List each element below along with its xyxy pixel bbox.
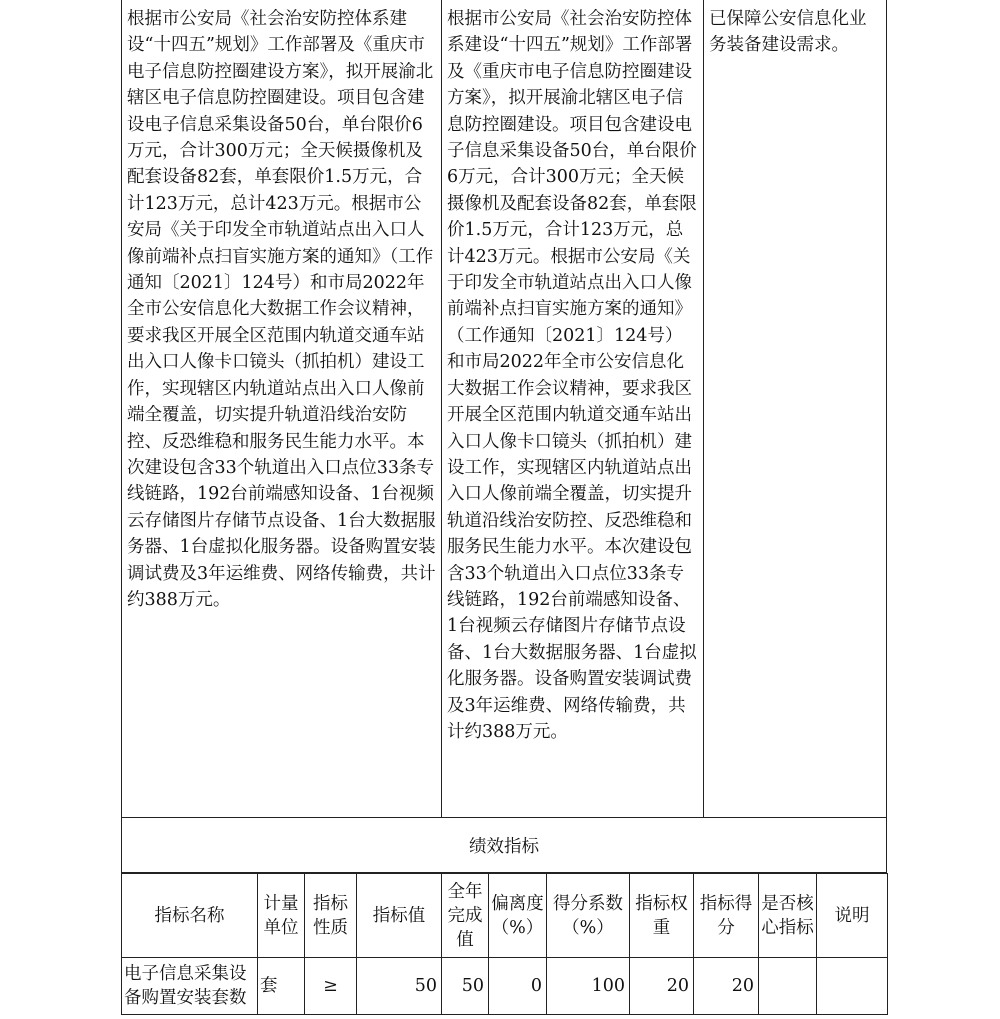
header-nature: 指标性质 (305, 874, 357, 958)
cell-score: 20 (694, 958, 759, 1015)
description-cell-plan: 根据市公安局《社会治安防控体系建设“十四五”规划》工作部署及《重庆市电子信息防控圈建设方案》，拟开展渝北辖区电子信息防控圈建设。项目包含建设电子信息采集设备50台，单台限价6万元，合计300万元；全天候摄像机及配套设备82套，单套限价1.5万元，合计123万元，总计423万元。根据市公安局《关于印发全市轨道站点出入口人像前端补点扫盲实施方案的通知》（工作通知〔2021〕124号）和市局2022年全市公安信息化大数据工作会议精神，要求我区开展全区范围内轨道交通车站出入口人像卡口镜头（抓拍机）建设工作，实现辖区内轨道站点出入口人像前端全覆盖，切实提升轨道沿线治安防控、反恐维稳和服务民生能力水平。本次建设包含33个轨道出入口点位33条专线链路，192台前端感知设备、1台视频云存储图片存储节点设备、1台大数据服务器、1台虚拟化服务器。设备购置安装调试费及3年运维费、网络传输费，共计约388万元。 (122, 0, 442, 817)
section-title: 绩效指标 (121, 818, 887, 873)
cell-weight: 20 (630, 958, 694, 1015)
cell-coefficient: 100 (547, 958, 630, 1015)
cell-nature: ≥ (305, 958, 357, 1015)
description-cell-result: 已保障公安信息化业务装备建设需求。 (709, 9, 867, 56)
header-name: 指标名称 (122, 874, 258, 958)
cell-target: 50 (357, 958, 442, 1015)
cell-name: 电子信息采集设备购置安装套数 (122, 958, 258, 1015)
header-deviation: 偏离度（%） (489, 874, 547, 958)
header-completed: 全年完成值 (442, 874, 489, 958)
indicator-table (121, 873, 888, 1015)
table-row (122, 958, 888, 1015)
cell-note (817, 958, 888, 1015)
cell-core (759, 958, 817, 1015)
description-cell-actual: 根据市公安局《社会治安防控体系建设“十四五”规划》工作部署及《重庆市电子信息防控圈建设方案》，拟开展渝北辖区电子信息防控圈建设。项目包含建设电子信息采集设备50台，单台限价6万元，合计300万元；全天候摄像机及配套设备82套，单套限价1.5万元，合计123万元，总计423万元。根据市公安局《关于印发全市轨道站点出入口人像前端补点扫盲实施方案的通知》（工作通知〔2021〕124号）和市局2022年全市公安信息化大数据工作会议精神，要求我区开展全区范围内轨道交通车站出入口人像卡口镜头（抓拍机）建设工作，实现辖区内轨道站点出入口人像前端全覆盖，切实提升轨道沿线治安防控、反恐维稳和服务民生能力水平。本次建设包含33个轨道出入口点位33条专线链路，192台前端感知设备、1台视频云存储图片存储节点设备、1台大数据服务器、1台虚拟化服务器。设备购置安装调试费及3年运维费、网络传输费，共计约388万元。 (442, 0, 704, 817)
header-note: 说明 (817, 874, 888, 958)
cell-unit: 套 (258, 958, 305, 1015)
header-coefficient: 得分系数（%） (547, 874, 630, 958)
description-row (121, 0, 887, 818)
cell-deviation: 0 (489, 958, 547, 1015)
header-score: 指标得分 (694, 874, 759, 958)
header-unit: 计量单位 (258, 874, 305, 958)
performance-sheet (121, 0, 887, 1015)
header-target: 指标值 (357, 874, 442, 958)
header-weight: 指标权重 (630, 874, 694, 958)
header-core: 是否核心指标 (759, 874, 817, 958)
cell-completed: 50 (442, 958, 489, 1015)
table-header-row (122, 874, 888, 958)
